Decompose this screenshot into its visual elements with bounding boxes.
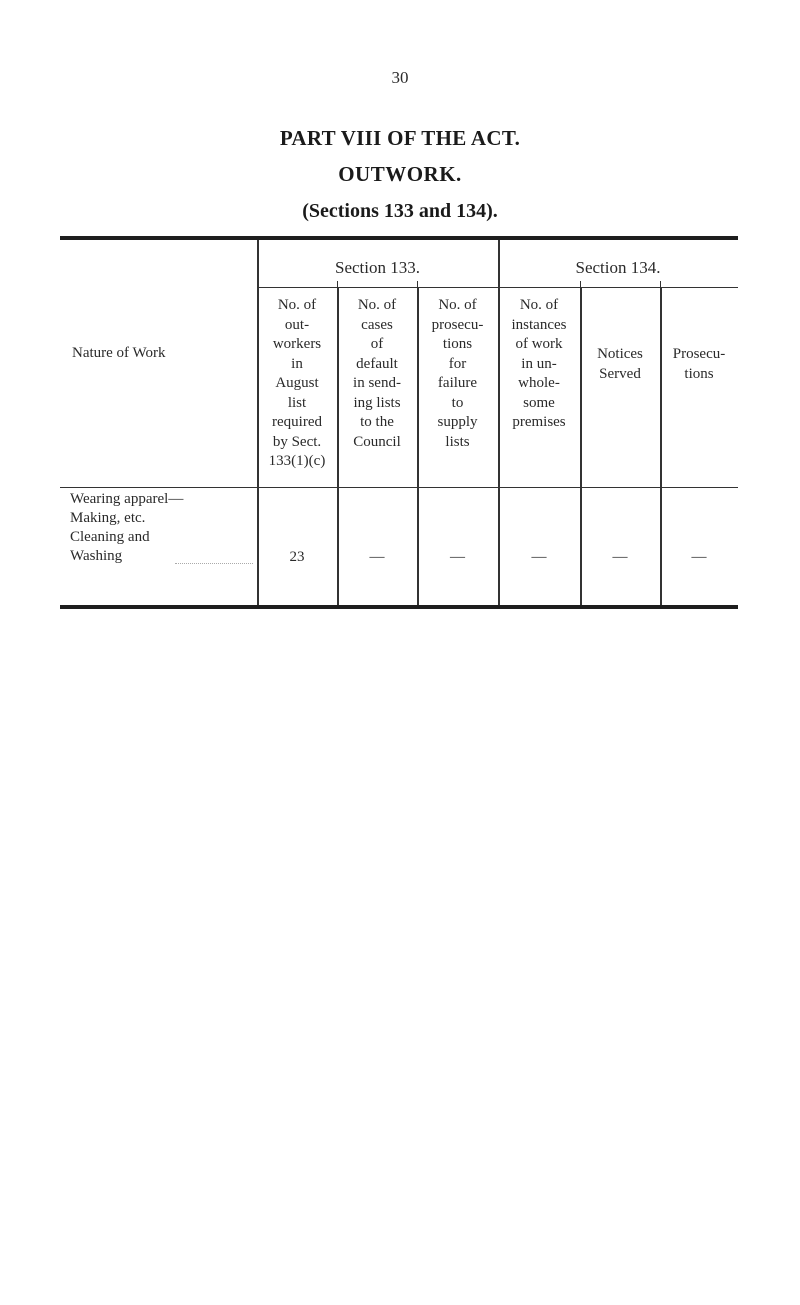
group-underline-134 xyxy=(498,287,738,288)
section-133-label: Section 133. xyxy=(335,258,420,277)
group-underline-133 xyxy=(257,287,498,288)
group-tick xyxy=(580,281,581,287)
section-134-label: Section 134. xyxy=(575,258,661,277)
page-number: 30 xyxy=(391,68,409,87)
table-bottom-rule xyxy=(60,605,738,609)
cell-notices-served: — xyxy=(612,549,628,565)
page-title: OUTWORK. xyxy=(338,162,462,186)
cell-default-cases: — xyxy=(369,549,385,565)
column-header-prosecutions-lists: No. of prosecu- tions for failure to supply lists xyxy=(431,297,484,450)
group-tick xyxy=(337,281,338,287)
nature-of-work-header: Nature of Work xyxy=(72,345,166,361)
part-heading: PART VIII OF THE ACT. xyxy=(279,126,521,150)
cell-unwholesome-premises: — xyxy=(531,549,547,565)
column-header-outworkers: No. of out- workers in August list required by Sect. 133(1)(c) xyxy=(268,297,326,469)
table-top-rule xyxy=(60,236,738,240)
column-header-notices-served: Notices Served xyxy=(597,346,643,382)
column-header-unwholesome-premises: No. of instances of work in un- whole- some premises xyxy=(511,297,567,430)
column-header-default-cases: No. of cases of default in send- ing lists to the Council xyxy=(353,297,401,450)
cell-prosecutions: — xyxy=(691,549,707,565)
row-nature-label: Wearing apparel— Making, etc. Cleaning and Washing xyxy=(70,491,184,564)
column-header-prosecutions: Prosecu- tions xyxy=(672,346,726,382)
group-tick xyxy=(660,281,661,287)
header-bottom-line xyxy=(60,487,738,488)
cell-prosecutions-lists: — xyxy=(450,549,465,565)
group-tick xyxy=(417,281,418,287)
cell-outworkers: 23 xyxy=(289,549,305,565)
leader-dots xyxy=(175,563,253,564)
sections-heading: (Sections 133 and 134). xyxy=(302,200,498,222)
